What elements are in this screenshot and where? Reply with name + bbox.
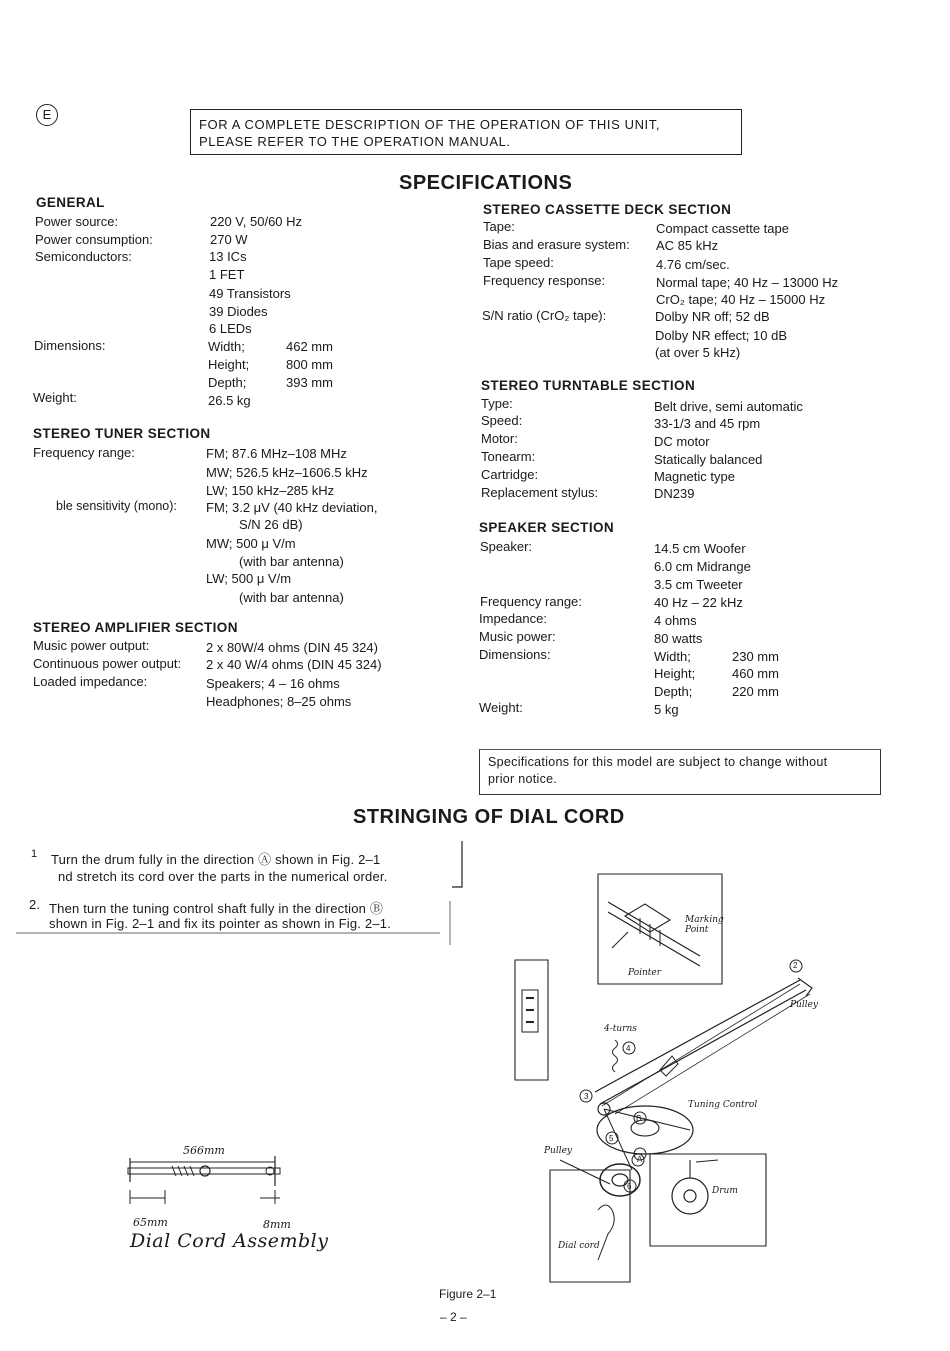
step-1-line-2: nd stretch its cord over the parts in the numerical order.	[58, 869, 388, 884]
cassette-heading: STEREO CASSETTE DECK SECTION	[483, 202, 732, 217]
semiconductor-transistors: 49 Transistors	[209, 286, 291, 301]
sn-ratio-note: (at over 5 kHz)	[655, 345, 741, 360]
height-label: Height;	[208, 357, 250, 372]
pointer-label: Pointer	[628, 968, 662, 978]
tape-label: Tape:	[483, 219, 515, 234]
step-2-line-1: Then turn the tuning control shaft fully in the direction Ⓑ	[49, 901, 384, 916]
stylus-value: DN239	[654, 486, 695, 501]
speaker-weight-label: Weight:	[479, 700, 523, 715]
cartridge-label: Cartridge:	[481, 467, 539, 482]
tuner-heading: STEREO TUNER SECTION	[33, 426, 211, 441]
music-power-value: 2 x 80W/4 ohms (DIN 45 324)	[206, 640, 378, 655]
speaker-midrange: 6.0 cm Midrange	[654, 559, 751, 574]
notice-line-1: FOR A COMPLETE DESCRIPTION OF THE OPERATION OF THIS UNIT,	[199, 117, 661, 132]
general-heading: GENERAL	[36, 195, 105, 210]
speaker-weight-value: 5 kg	[654, 702, 679, 717]
stylus-label: Replacement stylus:	[481, 485, 599, 500]
semiconductor-fet: 1 FET	[209, 267, 245, 282]
tuner-sensitivity-lw: LW; 500 μ V/m	[206, 571, 292, 586]
direction-b-marker: B	[636, 1114, 642, 1123]
change-note-line-1: Specifications for this model are subject to change without	[488, 755, 828, 769]
step-1-line-1: Turn the drum fully in the direction Ⓐ shown in Fig. 2–1	[51, 852, 381, 867]
notice-line-2: PLEASE REFER TO THE OPERATION MANUAL.	[199, 134, 511, 149]
bias-value: AC 85 kHz	[656, 238, 719, 253]
tuner-mw-range: MW; 526.5 kHz–1606.5 kHz	[206, 465, 368, 480]
step-2-number: 2.	[29, 897, 41, 912]
turntable-motor-value: DC motor	[654, 434, 710, 449]
assembly-left-dimension: 65mm	[133, 1216, 168, 1229]
speaker-depth-value: 220 mm	[732, 684, 779, 699]
tonearm-value: Statically balanced	[654, 452, 763, 467]
tuner-fm-range: FM; 87.6 MHz–108 MHz	[206, 446, 347, 461]
steps-bracket-lines	[0, 835, 470, 955]
tuner-sensitivity-mw-note: (with bar antenna)	[239, 554, 344, 569]
tuning-control-label: Tuning Control	[688, 1100, 758, 1110]
cassette-frequency-normal: Normal tape; 40 Hz – 13000 Hz	[656, 275, 839, 290]
semiconductor-diodes: 39 Diodes	[209, 304, 268, 319]
power-consumption-value: 270 W	[210, 232, 248, 247]
turntable-speed-label: Speed:	[481, 413, 523, 428]
weight-value: 26.5 kg	[208, 393, 251, 408]
weight-label: Weight:	[33, 390, 77, 405]
power-source-value: 220 V, 50/60 Hz	[210, 214, 303, 229]
speaker-frequency-value: 40 Hz – 22 kHz	[654, 595, 743, 610]
amplifier-heading: STEREO AMPLIFIER SECTION	[33, 620, 238, 635]
cord-order-2: 2	[793, 961, 798, 970]
speaker-width-label: Width;	[654, 649, 691, 664]
speaker-width-value: 230 mm	[732, 649, 779, 664]
speaker-tweeter: 3.5 cm Tweeter	[654, 577, 743, 592]
step-1-number: 1	[31, 848, 38, 860]
step-2-line-2: shown in Fig. 2–1 and fix its pointer as shown in Fig. 2–1.	[49, 916, 392, 931]
dial-cord-title: STRINGING OF DIAL CORD	[353, 806, 625, 828]
turntable-speed-value: 33-1/3 and 45 rpm	[654, 416, 761, 431]
depth-value: 393 mm	[286, 375, 333, 390]
loaded-impedance-label: Loaded impedance:	[33, 674, 148, 689]
continuous-power-value: 2 x 40 W/4 ohms (DIN 45 324)	[206, 657, 382, 672]
turntable-type-value: Belt drive, semi automatic	[654, 399, 803, 414]
specifications-title: SPECIFICATIONS	[399, 172, 573, 194]
cord-order-3: 3	[584, 1092, 589, 1101]
continuous-power-label: Continuous power output:	[33, 656, 182, 671]
tuner-sensitivity-label: ble sensitivity (mono):	[56, 499, 177, 513]
cassette-frequency-label: Frequency response:	[483, 273, 606, 288]
turntable-type-label: Type:	[481, 396, 513, 411]
sn-ratio-effect: Dolby NR effect; 10 dB	[655, 328, 787, 343]
semiconductors-label: Semiconductors:	[35, 249, 132, 264]
tape-value: Compact cassette tape	[656, 221, 789, 236]
loaded-impedance-speakers: Speakers; 4 – 16 ohms	[206, 676, 340, 691]
impedance-value: 4 ohms	[654, 613, 697, 628]
speaker-music-power-value: 80 watts	[654, 631, 703, 646]
dial-cord-mechanism-diagram	[500, 860, 840, 1290]
figure-caption: Figure 2–1	[439, 1287, 497, 1301]
cord-order-4: 4	[626, 1044, 631, 1053]
turns-label: 4-turns	[604, 1024, 637, 1034]
tuner-sensitivity-lw-note: (with bar antenna)	[239, 590, 344, 605]
speaker-height-label: Height;	[654, 666, 696, 681]
assembly-right-dimension: 8mm	[263, 1218, 291, 1231]
dimensions-label: Dimensions:	[34, 338, 106, 353]
power-source-label: Power source:	[35, 214, 119, 229]
power-consumption-label: Power consumption:	[35, 232, 153, 247]
speaker-label: Speaker:	[480, 539, 533, 554]
cartridge-value: Magnetic type	[654, 469, 735, 484]
speaker-depth-label: Depth;	[654, 684, 693, 699]
speaker-height-value: 460 mm	[732, 666, 779, 681]
loaded-impedance-headphones: Headphones; 8–25 ohms	[206, 694, 352, 709]
direction-a-marker: A	[637, 1155, 643, 1164]
speaker-frequency-label: Frequency range:	[480, 594, 582, 609]
bias-label: Bias and erasure system:	[483, 237, 630, 252]
page-number: – 2 –	[440, 1310, 467, 1324]
speaker-heading: SPEAKER SECTION	[479, 520, 615, 535]
semiconductor-leds: 6 LEDs	[209, 321, 252, 336]
tuner-sensitivity-fm-sn: S/N 26 dB)	[239, 517, 303, 532]
impedance-label: Impedance:	[479, 611, 547, 626]
height-value: 800 mm	[286, 357, 333, 372]
marking-point-label: Marking Point	[685, 915, 724, 935]
turntable-motor-label: Motor:	[481, 431, 518, 446]
operation-manual-notice	[190, 109, 742, 155]
specification-change-note	[479, 749, 881, 795]
width-value: 462 mm	[286, 339, 333, 354]
tonearm-label: Tonearm:	[481, 449, 536, 464]
music-power-label: Music power output:	[33, 638, 150, 653]
cassette-frequency-cro2: CrO₂ tape; 40 Hz – 15000 Hz	[656, 292, 826, 307]
cord-order-6: 6	[627, 1182, 632, 1191]
change-note-line-2: prior notice.	[488, 772, 558, 786]
tuner-lw-range: LW; 150 kHz–285 kHz	[206, 483, 335, 498]
tape-speed-value: 4.76 cm/sec.	[656, 257, 730, 272]
dial-cord-label: Dial cord	[558, 1241, 600, 1251]
speaker-music-power-label: Music power:	[479, 629, 556, 644]
speaker-dimensions-label: Dimensions:	[479, 647, 551, 662]
sn-ratio-off: Dolby NR off; 52 dB	[655, 309, 770, 324]
pulley-right-label: Pulley	[790, 1000, 819, 1010]
speaker-woofer: 14.5 cm Woofer	[654, 541, 746, 556]
assembly-length-label: 566mm	[183, 1144, 225, 1157]
section-badge-e: E	[36, 104, 58, 126]
turntable-heading: STEREO TURNTABLE SECTION	[481, 378, 696, 393]
tape-speed-label: Tape speed:	[483, 255, 554, 270]
depth-label: Depth;	[208, 375, 247, 390]
pulley-left-label: Pulley	[544, 1146, 573, 1156]
sn-ratio-label: S/N ratio (CrO₂ tape):	[482, 308, 607, 323]
drum-label: Drum	[712, 1186, 738, 1196]
tuner-sensitivity-mw: MW; 500 μ V/m	[206, 536, 296, 551]
tuner-sensitivity-fm: FM; 3.2 μV (40 kHz deviation,	[206, 500, 378, 515]
cord-order-5: 5	[609, 1134, 614, 1143]
semiconductor-ics: 13 ICs	[209, 249, 247, 264]
tuner-frequency-label: Frequency range:	[33, 445, 135, 460]
assembly-caption: Dial Cord Assembly	[130, 1230, 329, 1252]
width-label: Width;	[208, 339, 245, 354]
